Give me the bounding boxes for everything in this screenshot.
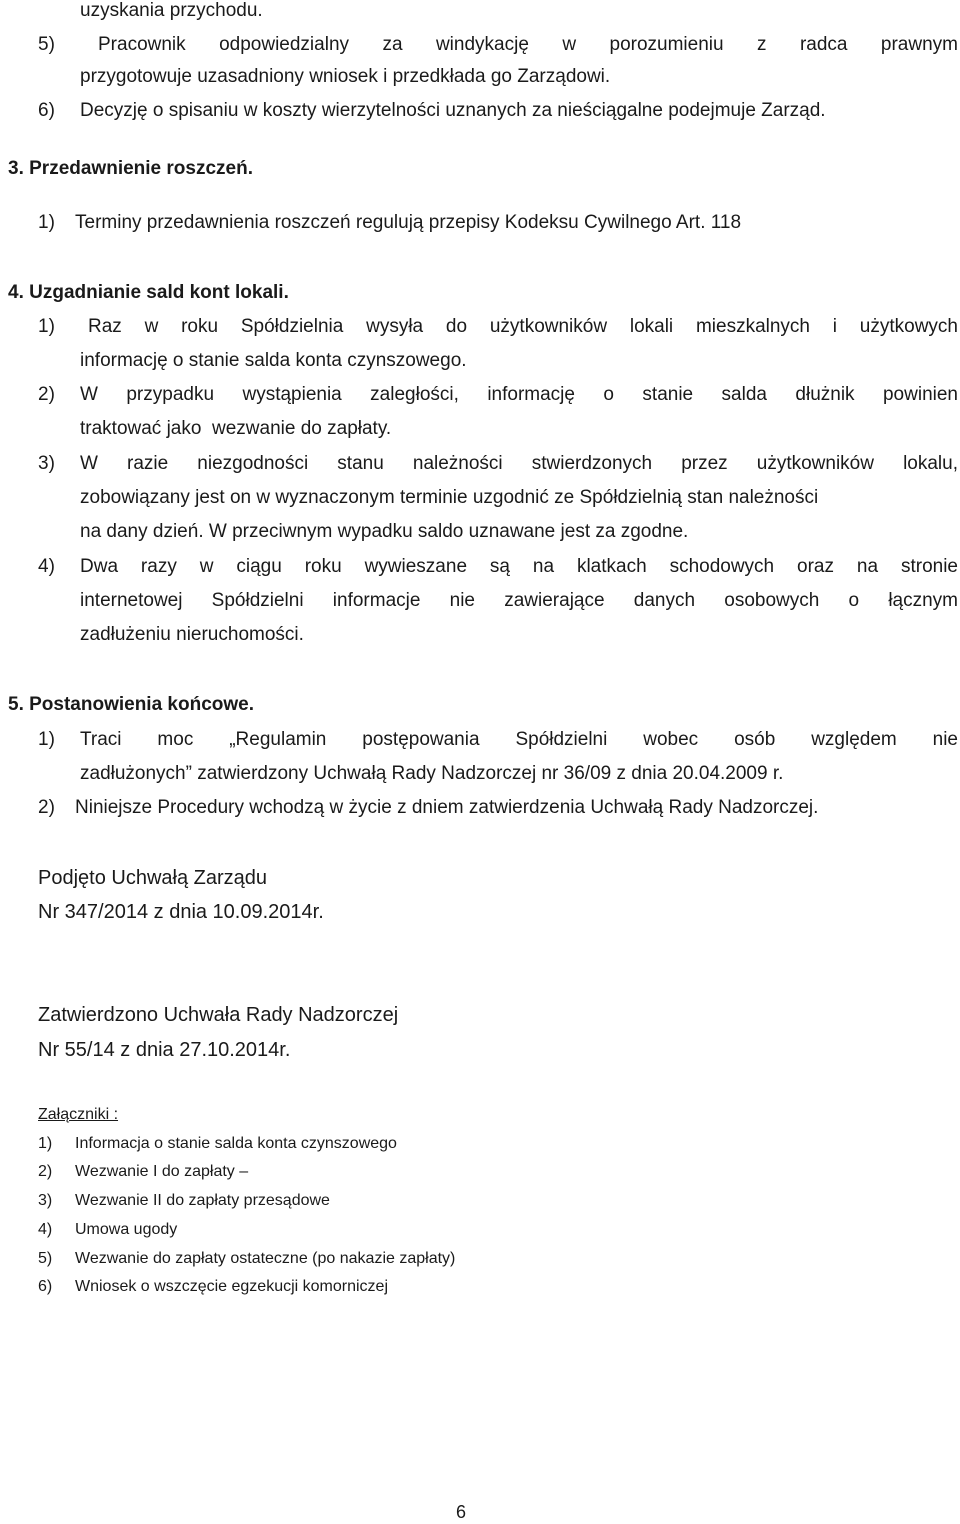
list-number: 5) <box>38 34 55 55</box>
list-item-line: Traci moc „Regulamin postępowania Spółdzielni wobec osób względem nie <box>80 729 958 750</box>
list-item-line: na dany dzień. W przeciwnym wypadku saldo uznawane jest za zgodne. <box>80 521 689 542</box>
list-item-line: Pracownik odpowiedzialny za windykację w porozumieniu z radca prawnym <box>98 34 958 55</box>
attachment-item: Umowa ugody <box>75 1221 178 1238</box>
attachment-item: Wezwanie II do zapłaty przesądowe <box>75 1192 330 1209</box>
approval-line: Zatwierdzono Uchwała Rady Nadzorczej <box>38 1004 399 1026</box>
list-number: 2) <box>38 384 55 405</box>
list-item-line: przygotowuje uzasadniony wniosek i przedkłada go Zarządowi. <box>80 66 611 87</box>
list-number: 1) <box>38 212 55 233</box>
list-item-line: Niniejsze Procedury wchodzą w życie z dniem zatwierdzenia Uchwałą Rady Nadzorczej. <box>75 797 819 818</box>
approval-line: Nr 55/14 z dnia 27.10.2014r. <box>38 1039 291 1061</box>
attachments-title: Załączniki : <box>38 1106 119 1123</box>
attachment-item: Wezwanie do zapłaty ostateczne (po nakazie zapłaty) <box>75 1250 456 1267</box>
list-item-line: zadłużeniu nieruchomości. <box>80 624 304 645</box>
list-number: 6) <box>38 100 55 121</box>
attachment-number: 3) <box>38 1192 53 1209</box>
list-number: 4) <box>38 556 55 577</box>
attachment-number: 1) <box>38 1135 53 1152</box>
list-item-line: internetowej Spółdzielni informacje nie zawierające danych osobowych o łącznym <box>80 590 958 611</box>
attachment-number: 2) <box>38 1163 53 1180</box>
list-item-line: W przypadku wystąpienia zaległości, informację o stanie salda dłużnik powinien <box>80 384 958 405</box>
section-heading: 3. Przedawnienie roszczeń. <box>8 158 253 179</box>
list-item-line: W razie niezgodności stanu należności stwierdzonych przez użytkowników lokalu, <box>80 453 958 474</box>
list-item-line: Raz w roku Spółdzielnia wysyła do użytkowników lokali mieszkalnych i użytkowych <box>88 316 958 337</box>
attachment-item: Wezwanie I do zapłaty – <box>75 1163 249 1180</box>
attachment-item: Wniosek o wszczęcie egzekucji komorniczej <box>75 1278 388 1295</box>
list-number: 1) <box>38 316 55 337</box>
page-number: 6 <box>456 1502 467 1522</box>
resolution-line: Nr 347/2014 z dnia 10.09.2014r. <box>38 901 324 923</box>
list-number: 3) <box>38 453 55 474</box>
section-heading: 4. Uzgadnianie sald kont lokali. <box>8 282 289 303</box>
attachment-number: 4) <box>38 1221 53 1238</box>
attachment-item: Informacja o stanie salda konta czynszowego <box>75 1135 397 1152</box>
list-item-line: Decyzję o spisaniu w koszty wierzytelności uznanych za nieściągalne podejmuje Zarząd. <box>80 100 826 121</box>
list-item-line: zobowiązany jest on w wyznaczonym terminie uzgodnić ze Spółdzielnią stan należności <box>80 487 819 508</box>
list-item-line: traktować jako wezwanie do zapłaty. <box>80 418 392 439</box>
attachment-number: 5) <box>38 1250 53 1267</box>
list-item-line: Dwa razy w ciągu roku wywieszane są na klatkach schodowych oraz na stronie <box>80 556 958 577</box>
paragraph-line: uzyskania przychodu. <box>80 0 263 21</box>
list-number: 2) <box>38 797 55 818</box>
list-item-line: zadłużonych” zatwierdzony Uchwałą Rady Nadzorczej nr 36/09 z dnia 20.04.2009 r. <box>80 763 784 784</box>
section-heading: 5. Postanowienia końcowe. <box>8 694 255 715</box>
attachment-number: 6) <box>38 1278 53 1295</box>
list-number: 1) <box>38 729 55 750</box>
list-item-line: Terminy przedawnienia roszczeń regulują przepisy Kodeksu Cywilnego Art. 118 <box>75 212 742 233</box>
resolution-line: Podjęto Uchwałą Zarządu <box>38 867 268 889</box>
list-item-line: informację o stanie salda konta czynszowego. <box>80 350 467 371</box>
